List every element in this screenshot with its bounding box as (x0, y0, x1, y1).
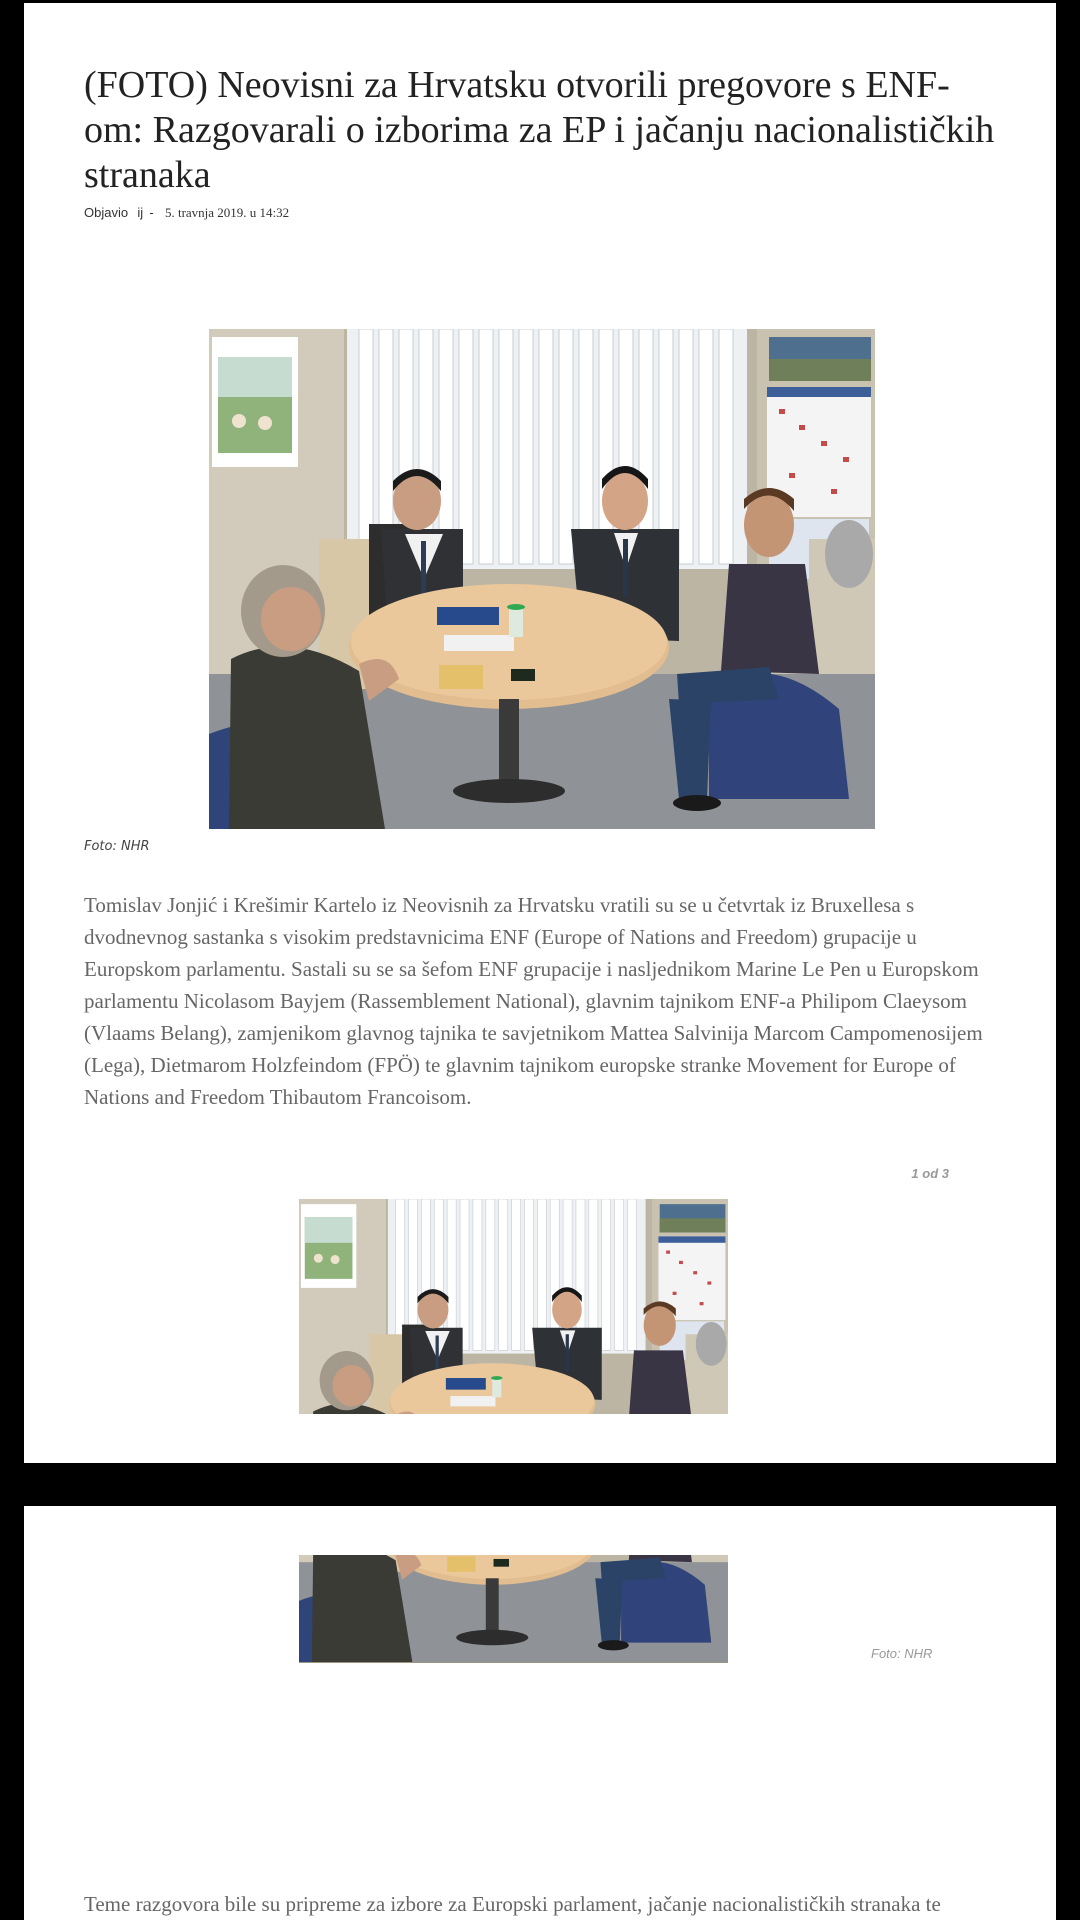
photo-caption: Foto: NHR (84, 839, 150, 854)
article-paragraph: Tomislav Jonjić i Krešimir Kartelo iz Neovisnih za Hrvatsku vratili su se u četvrtak iz Bruxellesa s dvodnevnog sastanka s visokim predstavnicima ENF (Europe of Nations and Freedom) grupacije u Europskom parlamentu. Sastali su se sa šefom ENF grupacije i nasljednikom Marine Le Pen u Europskom parlamentu Nicolasom Bayjem (Rassemblement National), glavnim tajnikom ENF-a Philipom Claeysom (Vlaams Belang), zamjenikom glavnog tajnika te savjetnikom Mattea Salvinija Marcom Campomenosijem (Lega), Dietmarom Holzfeindom (FPÖ) te glavnim tajnikom europske stranke Movement for Europe of Nations and Freedom Thibautom Francoisom. (84, 893, 983, 1109)
gallery-caption: Foto: NHR (871, 1646, 933, 1661)
publish-date: 5. travnja 2019. u 14:32 (164, 205, 290, 220)
gallery-counter: 1 od 3 (911, 1166, 949, 1181)
byline-label: Objavio (84, 205, 129, 220)
byline-separator: - (149, 205, 154, 220)
article-title: (FOTO) Neovisni za Hrvatsku otvorili pregovore s ENF-om: Razgovarali o izborima za EP i jačanju nacionalističkih stranaka (84, 64, 995, 196)
meeting-photo-image (209, 329, 875, 829)
gallery-slide-image[interactable] (299, 1199, 728, 1414)
gallery-slide-image-continued[interactable] (299, 1555, 728, 1663)
article-card-continued (24, 1506, 1056, 1920)
article-byline (84, 205, 289, 221)
author-link[interactable]: ij (137, 205, 144, 220)
article-card (24, 3, 1056, 1463)
article-paragraph: Teme razgovora bile su pripreme za izbore za Europski parlament, jačanje nacionalističkih stranaka te (84, 1892, 941, 1916)
gallery-photo-image (299, 1199, 728, 1414)
main-photo[interactable] (209, 329, 875, 829)
gallery-photo-image-lower (299, 1555, 728, 1662)
